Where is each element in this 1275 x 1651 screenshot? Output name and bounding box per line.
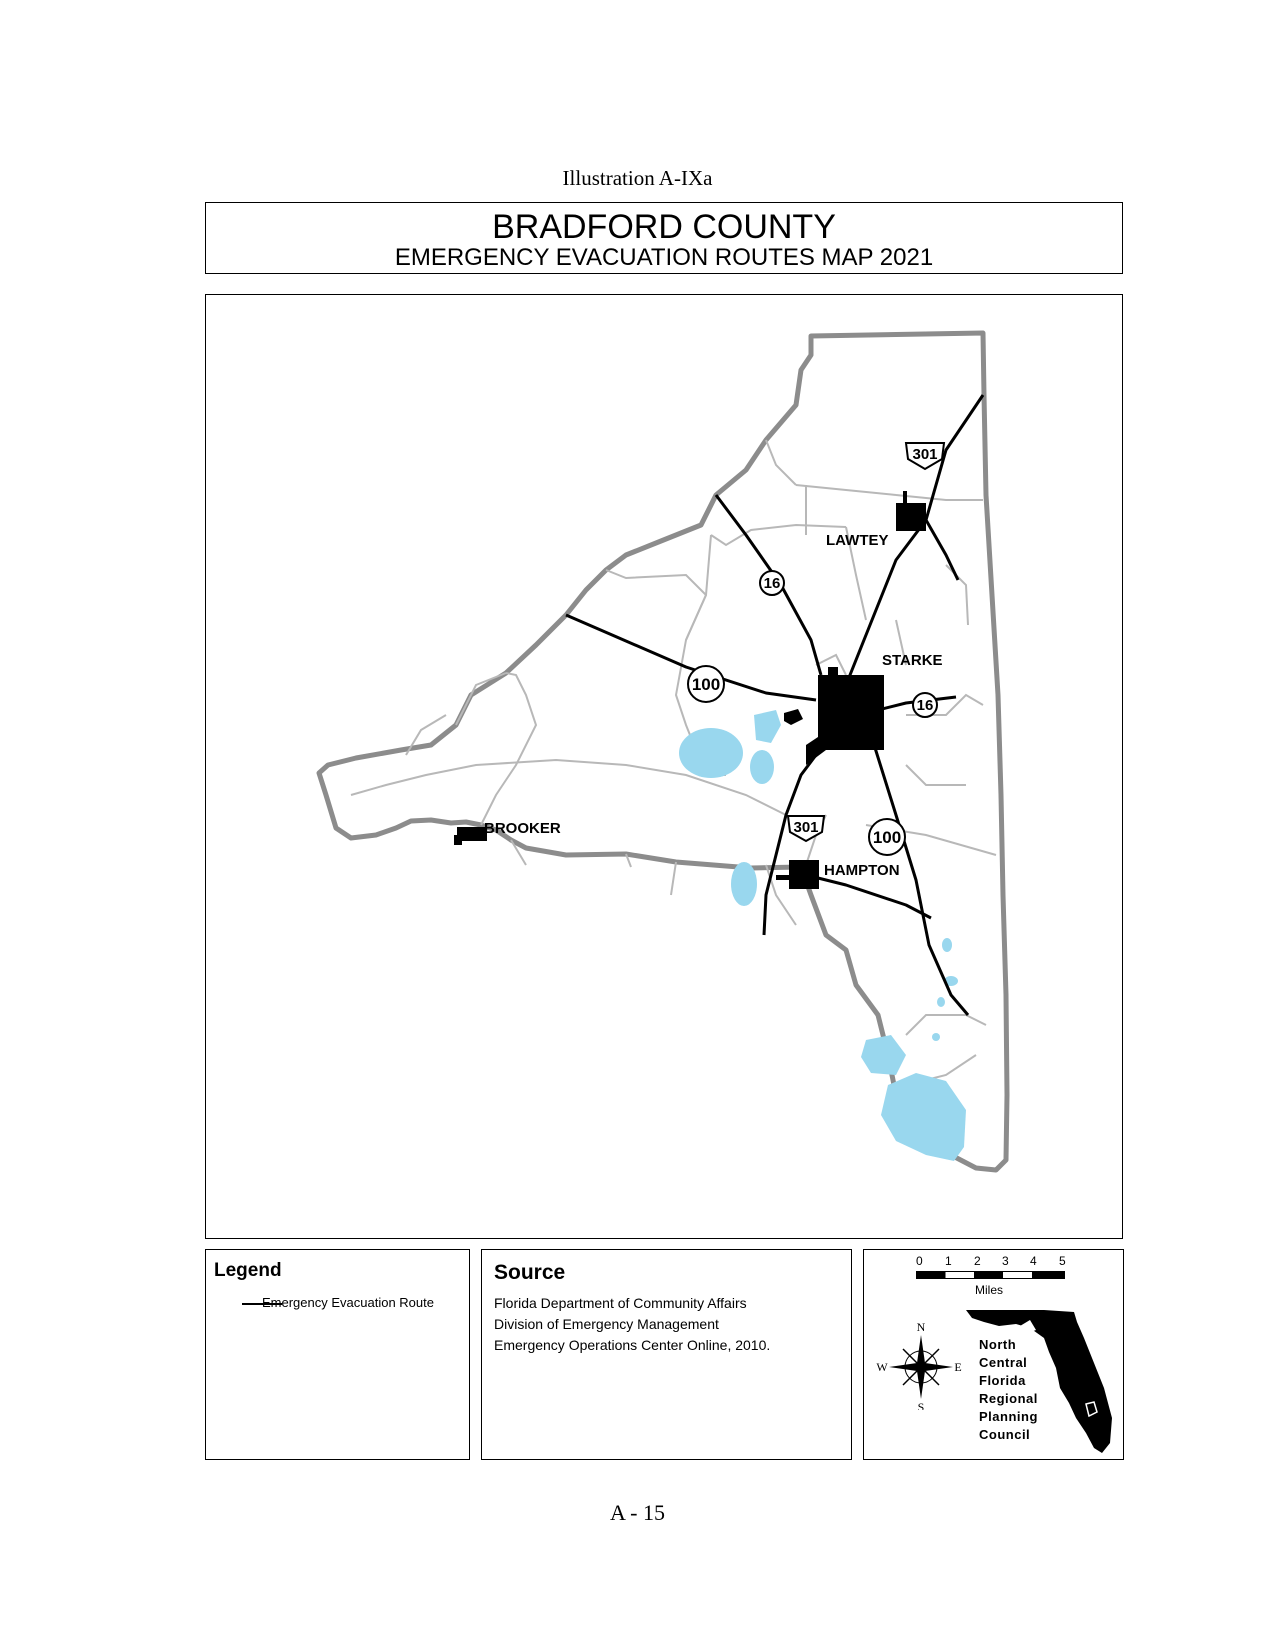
source-line-3: Emergency Operations Center Online, 2010. xyxy=(494,1337,771,1353)
shield-sr100-west xyxy=(688,666,724,702)
county-map xyxy=(206,295,1122,1238)
source-line-2: Division of Emergency Management xyxy=(494,1316,719,1332)
council-line-1: North xyxy=(979,1337,1017,1352)
map-title: BRADFORD COUNTY xyxy=(492,208,836,246)
town-starke xyxy=(818,675,884,750)
compass-rose-icon xyxy=(876,1315,966,1410)
label-starke: STARKE xyxy=(882,652,943,669)
svg-text:16: 16 xyxy=(763,575,781,592)
title-box xyxy=(205,202,1123,274)
map-subtitle: EMERGENCY EVACUATION ROUTES MAP 2021 xyxy=(394,244,934,271)
map-info-panel xyxy=(863,1249,1124,1460)
scale-tick-2: 2 xyxy=(974,1254,981,1268)
compass-s: S xyxy=(917,1400,925,1410)
label-lawtey: LAWTEY xyxy=(826,532,889,549)
county-boundary xyxy=(319,333,1007,1170)
compass-e: E xyxy=(954,1360,962,1374)
town-lawtey xyxy=(896,503,926,531)
label-brooker: BROOKER xyxy=(484,820,561,837)
source-line-1: Florida Department of Community Affairs xyxy=(494,1295,747,1311)
legend-title: Legend xyxy=(214,1260,282,1281)
shield-sr16-north xyxy=(760,571,784,595)
council-line-6: Council xyxy=(979,1427,1031,1442)
town-hampton xyxy=(789,860,819,889)
compass-w: W xyxy=(876,1360,888,1374)
svg-text:100: 100 xyxy=(872,828,902,847)
source-title: Source xyxy=(494,1261,566,1284)
scale-tick-0: 0 xyxy=(916,1254,923,1268)
svg-text:100: 100 xyxy=(691,675,721,694)
council-line-2: Central xyxy=(979,1355,1028,1370)
council-line-3: Florida xyxy=(979,1373,1026,1388)
map-frame xyxy=(205,294,1123,1239)
shield-sr100-south xyxy=(869,819,905,855)
svg-text:301: 301 xyxy=(793,819,819,836)
shield-sr16-east xyxy=(913,693,937,717)
council-line-4: Regional xyxy=(979,1391,1038,1406)
source-panel xyxy=(481,1249,852,1460)
scale-tick-1: 1 xyxy=(945,1254,952,1268)
scale-tick-5: 5 xyxy=(1059,1254,1066,1268)
page-number: A - 15 xyxy=(610,1500,665,1525)
illustration-caption: Illustration A-IXa xyxy=(562,166,713,190)
scale-tick-4: 4 xyxy=(1030,1254,1037,1268)
svg-text:16: 16 xyxy=(916,697,934,714)
scale-unit: Miles xyxy=(975,1283,1004,1297)
legend-route-label: Emergency Evacuation Route xyxy=(262,1295,434,1310)
svg-text:301: 301 xyxy=(912,446,938,463)
scale-bar-graphic xyxy=(916,1271,1066,1279)
compass-n: N xyxy=(916,1320,926,1334)
council-name xyxy=(979,1336,1038,1444)
legend-panel xyxy=(205,1249,470,1460)
label-hampton: HAMPTON xyxy=(824,862,900,879)
scale-tick-3: 3 xyxy=(1002,1254,1009,1268)
council-line-5: Planning xyxy=(979,1409,1038,1424)
